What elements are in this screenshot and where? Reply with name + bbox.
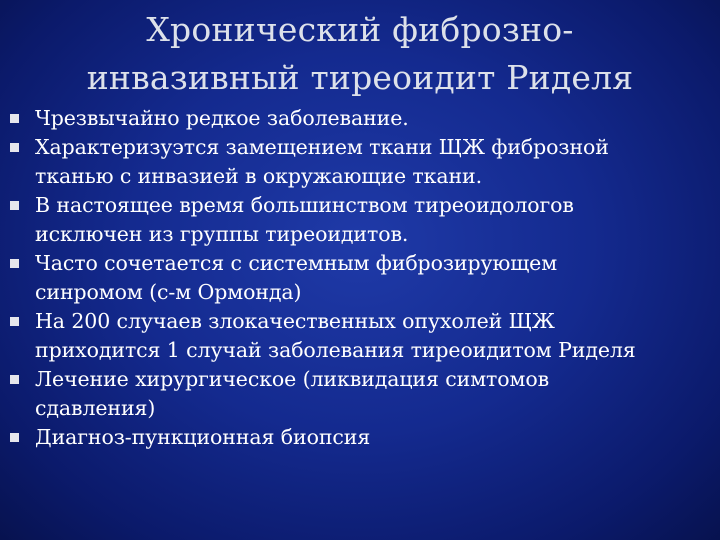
bullet-text-line: Чрезвычайно редкое заболевание. [35, 106, 409, 130]
bullet-text-line: тканью с инвазией в окружающие ткани. [35, 164, 483, 188]
square-bullet-icon [10, 114, 19, 123]
bullet-item [6, 365, 716, 423]
bullet-text-line: Диагноз-пункционная биопсия [35, 425, 371, 449]
bullet-text-line: Характеризуэтся замещением ткани ЩЖ фиброзной [35, 135, 609, 159]
bullet-text-line: сдавления) [35, 396, 156, 420]
slide-title [0, 6, 720, 102]
square-bullet-icon [10, 375, 19, 384]
title-line-1: Хронический фиброзно- [146, 10, 574, 49]
bullet-text-line: синромом (с-м Ормонда) [35, 280, 302, 304]
square-bullet-icon [10, 433, 19, 442]
bullet-item [6, 191, 716, 249]
bullet-item [6, 423, 716, 452]
square-bullet-icon [10, 201, 19, 210]
bullet-item [6, 249, 716, 307]
bullet-text-line: На 200 случаев злокачественных опухолей ЩЖ [35, 309, 555, 333]
bullet-item [6, 104, 716, 133]
square-bullet-icon [10, 143, 19, 152]
bullet-list [6, 104, 716, 452]
bullet-text-line: Лечение хирургическое (ликвидация симтомов [35, 367, 550, 391]
bullet-text-line: Часто сочетается с системным фиброзирующем [35, 251, 558, 275]
square-bullet-icon [10, 317, 19, 326]
title-line-2: инвазивный тиреоидит Риделя [86, 58, 634, 97]
bullet-item [6, 133, 716, 191]
bullet-text-line: приходится 1 случай заболевания тиреоидитом Риделя [35, 338, 636, 362]
bullet-text-line: В настоящее время большинством тиреоидологов [35, 193, 574, 217]
bullet-text-line: исключен из группы тиреоидитов. [35, 222, 409, 246]
square-bullet-icon [10, 259, 19, 268]
bullet-item [6, 307, 716, 365]
